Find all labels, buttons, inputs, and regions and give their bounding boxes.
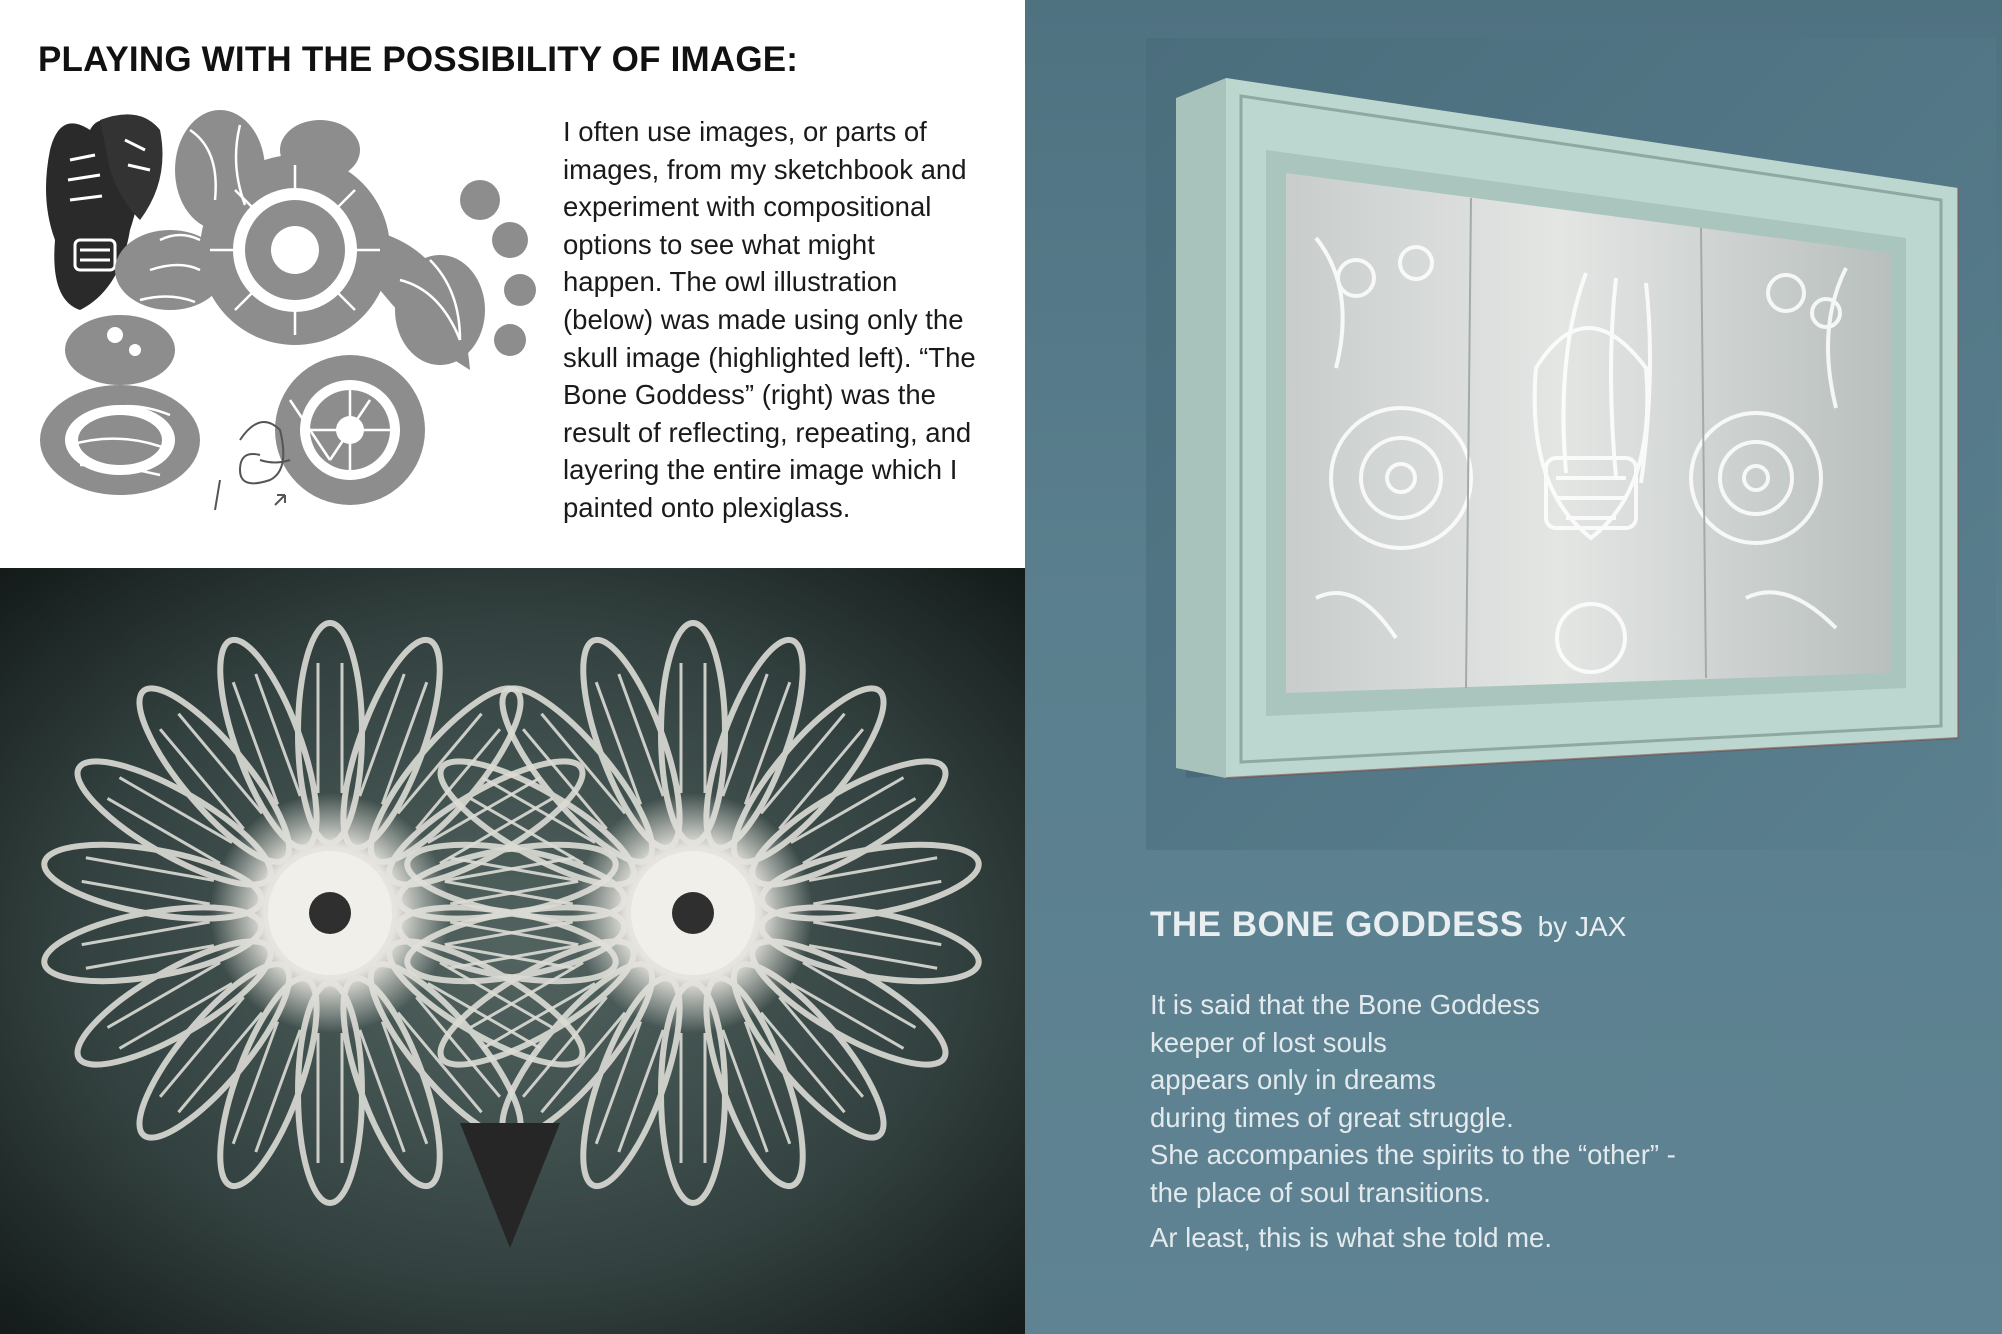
intro-line: options to see what might [563, 228, 875, 260]
artwork-title [1150, 905, 1626, 945]
intro-line: result of reflecting, repeating, and [563, 416, 972, 448]
intro-line: images, from my sketchbook and [563, 153, 967, 185]
intro-line: happen. The owl illustration [563, 266, 898, 298]
poem-line: It is said that the Bone Goddess [1150, 989, 1540, 1020]
intro-line: layering the entire image which I [563, 454, 958, 486]
poem-line: She accompanies the spirits to the “other” - [1150, 1139, 1676, 1170]
poem-line: keeper of lost souls [1150, 1026, 1387, 1058]
intro-line: painted onto plexiglass. [563, 491, 851, 523]
poem-line: during times of great struggle. [1150, 1101, 1514, 1133]
poem-line: appears only in dreams [1150, 1064, 1436, 1095]
artwork-poem [1150, 986, 1870, 1257]
intro-paragraph [563, 113, 1018, 527]
artwork-title-text: THE BONE GODDESS [1150, 905, 1524, 944]
page-title: PLAYING WITH THE POSSIBILITY OF IMAGE: [38, 40, 799, 79]
intro-line: Bone Goddess” (right) was the [563, 379, 936, 411]
intro-line: experiment with compositional [563, 191, 932, 223]
artwork-byline: by JAX [1537, 911, 1627, 942]
bone-goddess-photo [1146, 38, 1996, 850]
intro-line: (below) was made using only the [563, 303, 964, 335]
intro-line: skull image (highlighted left). “The [563, 341, 976, 373]
intro-line: I often use images, or parts of [563, 116, 927, 147]
poem-closing: Ar least, this is what she told me. [1150, 1222, 1552, 1253]
sketchbook-image [40, 110, 550, 520]
poem-line: the place of soul transitions. [1150, 1176, 1491, 1208]
intro-section [0, 0, 1025, 568]
owl-illustration [0, 568, 1025, 1334]
